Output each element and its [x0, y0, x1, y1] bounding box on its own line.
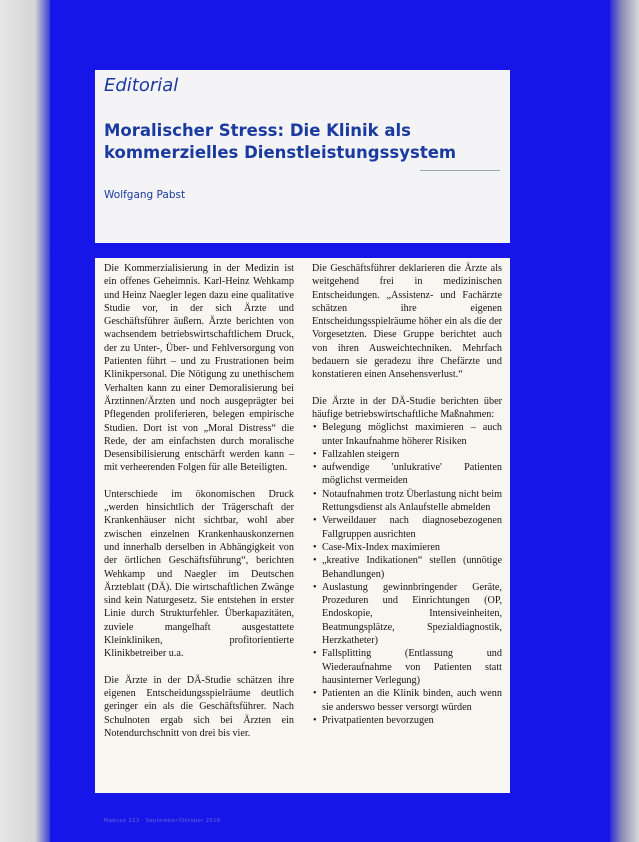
list-item: • Patienten an die Klinik binden, auch wenn sie anderswo besser versorgt würden — [322, 687, 502, 714]
list-item: • „kreative Indikationen“ stellen (unnötige Behandlungen) — [322, 554, 502, 581]
list-item: • aufwendige 'unlukrative' Patienten möglichst vermeiden — [322, 461, 502, 488]
page-margin-left — [0, 0, 50, 842]
list-item: • Belegung möglichst maximieren – auch unter Inkaufnahme höherer Risiken — [322, 421, 502, 448]
paragraph: Die Ärzte in der DÄ-Studie schätzen ihre eigenen Entscheidungsspielräume deutlich geringer ein als die Geschäftsführer. Nach Schulnoten ergab sich bei Ärzten ein Notendurchschnitt von drei bis vier. — [104, 674, 294, 739]
left-column — [104, 262, 294, 753]
paragraph: Die Geschäftsführer deklarieren die Ärzte als weitgehend frei in medizinischen Entscheidungen. „Assistenz- und Fachärzte schätzen ihre eigenen Entscheidungsspielräume höher ein als die der Vorgesetzten. Diese Gruppe berichtet auch von ihren Ausweichtechniken. Mehrfach bedauern sie geradezu ihre Chefärzte und konstatieren einen Ansehensverlust.“ — [312, 263, 502, 381]
article-title: Moralischer Stress: Die Klinik als kommerzielles Dienstleistungssystem — [104, 121, 457, 162]
author-name: Wolfgang Pabst — [104, 189, 186, 201]
list-item: • Fallsplitting (Entlassung und Wiederaufnahme von Patienten statt hausinterner Verlegung) — [322, 647, 502, 687]
page-margin-right — [610, 0, 639, 842]
list-item: • Verweildauer nach diagnosebezogenen Fallgruppen ausrichten — [322, 514, 502, 541]
list-item: • Privatpatienten bevorzugen — [322, 714, 502, 727]
paragraph: Die Kommerzialisierung in der Medizin ist ein offenes Geheimnis. Karl-Heinz Wehkamp und Heinz Naegler legen dazu eine qualitative Studie vor, in der sich Ärzte und Geschäftsführer äußern. Ärzte berichten von wachsendem betriebswirtschaftlichem Druck, der zu Unter-, Über- und Fehlversorgung von Patienten führt – und zu Frustrationen beim Klinikpersonal. Die Nötigung zu unethischem Verhalten kann zu einer Demoralisierung bei Ärztinnen/Ärzten und noch ausgeprägter bei Pflegenden proliferieren, belegen empirische Studien. Dort ist von „Moral Distress“ die Rede, der am einfachsten durch moralische Desensibilisierung entschärft werden kann – mit verheerenden Folgen für alle Beteiligten. — [104, 263, 294, 474]
paragraph: Unterschiede im ökonomischen Druck „werden hinsichtlich der Trägerschaft der Krankenhäuser nicht sichtbar, wohl aber zwischen einzelnen Krankenhauskonzernen und innerhalb derselben in Abhängigkeit von der örtlichen Geschäftsführung“, berichten Wehkamp und Naegler im Deutschen Ärzteblatt (DÄ). Die wirtschaftlichen Zwänge sind kein Naturgesetz. Sie entstehen in erster Linie durch Strukturfehler. Überkapazitäten, zuviele mangelhaft ausgestattete Kleinkliniken, profitorientierte Klinikbetreiber u.a. — [104, 488, 294, 660]
right-column — [312, 262, 502, 727]
page-footer: Mabuse 223 · September/Oktober 2016 — [104, 818, 221, 824]
section-label: Editorial — [104, 75, 179, 96]
paragraph: Die Ärzte in der DÄ-Studie berichten über häufige betriebswirtschaftliche Maßnahmen: — [312, 395, 502, 420]
title-rule — [420, 170, 500, 171]
list-item: • Auslastung gewinnbringender Geräte, Prozeduren und Einrichtungen (OP, Endoskopie, Intensiveinheiten, Beatmungsplätze, Spezialdiagnostik, Herzkatheter) — [322, 581, 502, 647]
list-item: • Notaufnahmen trotz Überlastung nicht beim Rettungsdienst als Anlaufstelle abmelden — [322, 488, 502, 515]
measures-list — [312, 421, 502, 727]
list-item: • Fallzahlen steigern — [322, 448, 502, 461]
list-item: • Case-Mix-Index maximieren — [322, 541, 502, 554]
